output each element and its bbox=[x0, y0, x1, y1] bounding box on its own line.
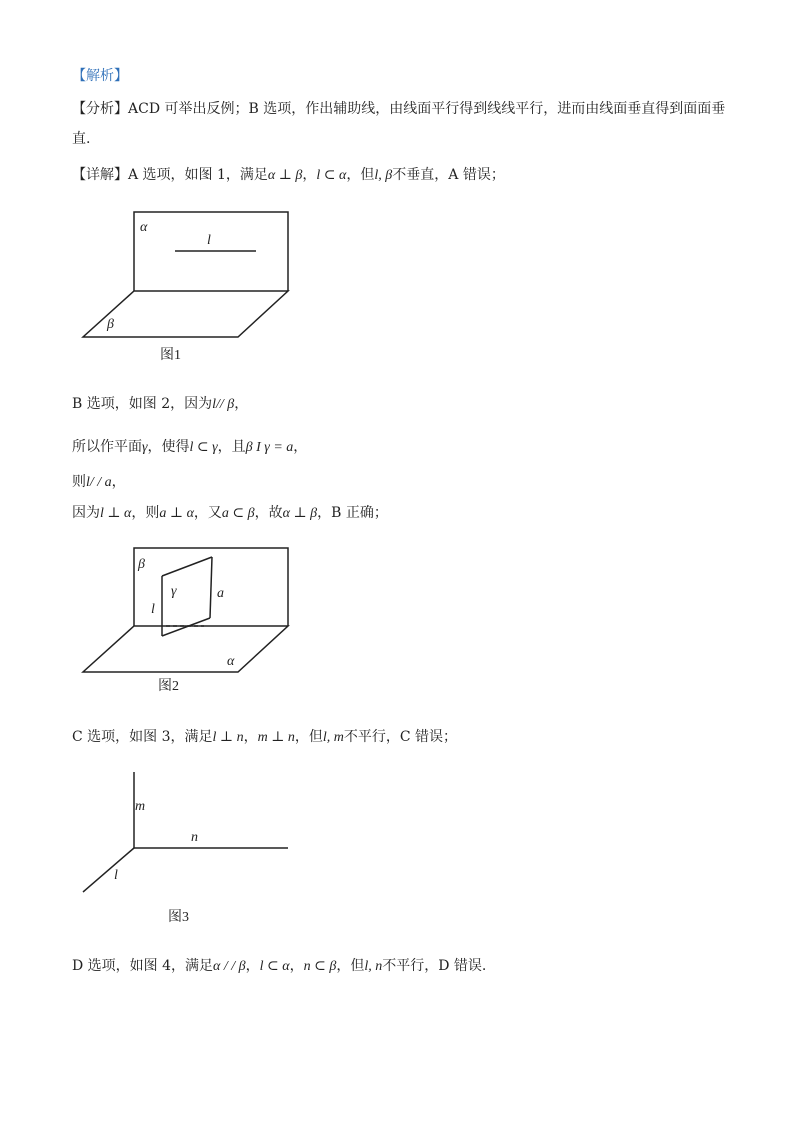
option-a-cond1: α ⊥ β bbox=[267, 168, 303, 183]
option-b-line2-cond1: l ⊂ γ bbox=[189, 440, 218, 455]
option-a-mid: ，但 bbox=[346, 167, 375, 183]
fig2-plane-gamma-right bbox=[210, 557, 212, 618]
option-b-line4-cond3: a ⊂ β bbox=[221, 506, 255, 521]
option-b-line1-cond: l// β bbox=[212, 397, 235, 412]
option-b-line4-mid3: ，故 bbox=[254, 505, 283, 521]
option-c-cond2: m ⊥ n bbox=[257, 730, 295, 745]
option-a-text bbox=[72, 165, 505, 186]
option-b-line2-mid: ，使得 bbox=[147, 439, 190, 455]
option-b-line1-tail: ， bbox=[234, 396, 249, 412]
fig2-caption: 图2 bbox=[158, 679, 179, 694]
fig2-label-gamma: γ bbox=[171, 584, 177, 599]
fig3-label-l: l bbox=[114, 868, 118, 883]
option-d-cond2: l ⊂ α bbox=[259, 959, 290, 974]
fig1-label-l: l bbox=[207, 233, 211, 248]
option-c-cond1: l ⊥ n bbox=[212, 730, 244, 745]
option-c-cond3: l, m bbox=[322, 730, 344, 745]
fig2-plane-beta bbox=[134, 548, 288, 626]
option-b-line4-cond2: a ⊥ α bbox=[159, 506, 194, 521]
fig2-label-alpha: α bbox=[227, 654, 235, 669]
fig2-plane-alpha bbox=[83, 626, 288, 672]
option-d-sep1: ， bbox=[245, 958, 260, 974]
option-a-cond2: l ⊂ α bbox=[316, 168, 347, 183]
analysis-line-2: 直. bbox=[72, 131, 91, 147]
analysis-line-1: 【分析】ACD 可举出反例；B 选项，作出辅助线，由线面平行得到线线平行，进而由线面垂直得到面面垂 bbox=[72, 101, 726, 117]
option-b-line4-mid1: ，则 bbox=[131, 505, 160, 521]
option-a-cond3: l, β bbox=[374, 168, 393, 183]
option-c-tail: 不平行，C 错误； bbox=[343, 729, 458, 745]
fig3-label-n: n bbox=[191, 830, 198, 845]
fig2-label-a: a bbox=[217, 586, 224, 601]
option-c-sep1: ， bbox=[243, 729, 258, 745]
option-d-lead: D 选项，如图 4，满足 bbox=[72, 958, 214, 974]
option-b-line2-lead: 所以作平面 bbox=[72, 439, 142, 455]
option-d-cond1: α / / β bbox=[213, 959, 246, 974]
option-a-tail: 不垂直，A 错误； bbox=[392, 167, 505, 183]
fig2-label-l: l bbox=[151, 602, 155, 617]
option-c-text bbox=[72, 727, 457, 748]
fig2-label-beta: β bbox=[138, 557, 145, 572]
option-b-line3-lead: 则 bbox=[72, 474, 86, 490]
fig3-caption: 图3 bbox=[168, 910, 189, 925]
option-a-lead: 【详解】A 选项，如图 1，满足 bbox=[72, 167, 268, 183]
option-b-line2-cond2: β I γ = a bbox=[245, 440, 294, 455]
option-d-cond3: n ⊂ β bbox=[303, 959, 337, 974]
fig3-line-l bbox=[83, 848, 134, 892]
option-d-cond4: l, n bbox=[364, 959, 383, 974]
option-d-mid: ，但 bbox=[336, 958, 365, 974]
option-c-lead: C 选项，如图 3，满足 bbox=[72, 729, 213, 745]
option-a-sep1: ， bbox=[302, 167, 317, 183]
fig2-plane-gamma-bottom bbox=[162, 618, 210, 636]
option-b-line2-mid2: ，且 bbox=[217, 439, 246, 455]
option-b-line4-cond1: l ⊥ α bbox=[100, 506, 132, 521]
fig1-label-alpha: α bbox=[140, 220, 148, 235]
option-d-text bbox=[72, 956, 486, 977]
option-b-line4-lead: 因为 bbox=[72, 505, 100, 521]
option-b-line-4 bbox=[72, 503, 388, 524]
option-b-line3-cond: l/ / a bbox=[86, 475, 112, 490]
option-b-line4-mid2: ，又 bbox=[193, 505, 222, 521]
option-b-line-3 bbox=[72, 472, 126, 493]
fig1-plane-beta bbox=[83, 291, 288, 337]
option-d-sep2: ， bbox=[289, 958, 304, 974]
option-b-line1-lead: B 选项，如图 2，因为 bbox=[72, 396, 213, 412]
option-b-line2-tail: ， bbox=[293, 439, 308, 455]
fig3-label-m: m bbox=[135, 799, 146, 814]
option-b-line4-tail: ，B 正确； bbox=[317, 505, 388, 521]
fig1-label-beta: β bbox=[107, 317, 114, 332]
fig2-plane-gamma-top bbox=[162, 557, 212, 576]
fig1-plane-alpha bbox=[134, 212, 288, 291]
option-c-mid: ，但 bbox=[294, 729, 323, 745]
option-b-line-1 bbox=[72, 394, 248, 415]
option-d-tail: 不平行，D 错误. bbox=[382, 958, 487, 974]
option-b-line-2 bbox=[72, 437, 307, 458]
fig1-caption: 图1 bbox=[160, 348, 181, 363]
analysis-title: 【解析】 bbox=[72, 68, 128, 84]
option-b-line2-gamma: γ bbox=[142, 440, 148, 455]
option-b-line3-tail: ， bbox=[111, 474, 126, 490]
option-b-line4-cond4: α ⊥ β bbox=[282, 506, 318, 521]
